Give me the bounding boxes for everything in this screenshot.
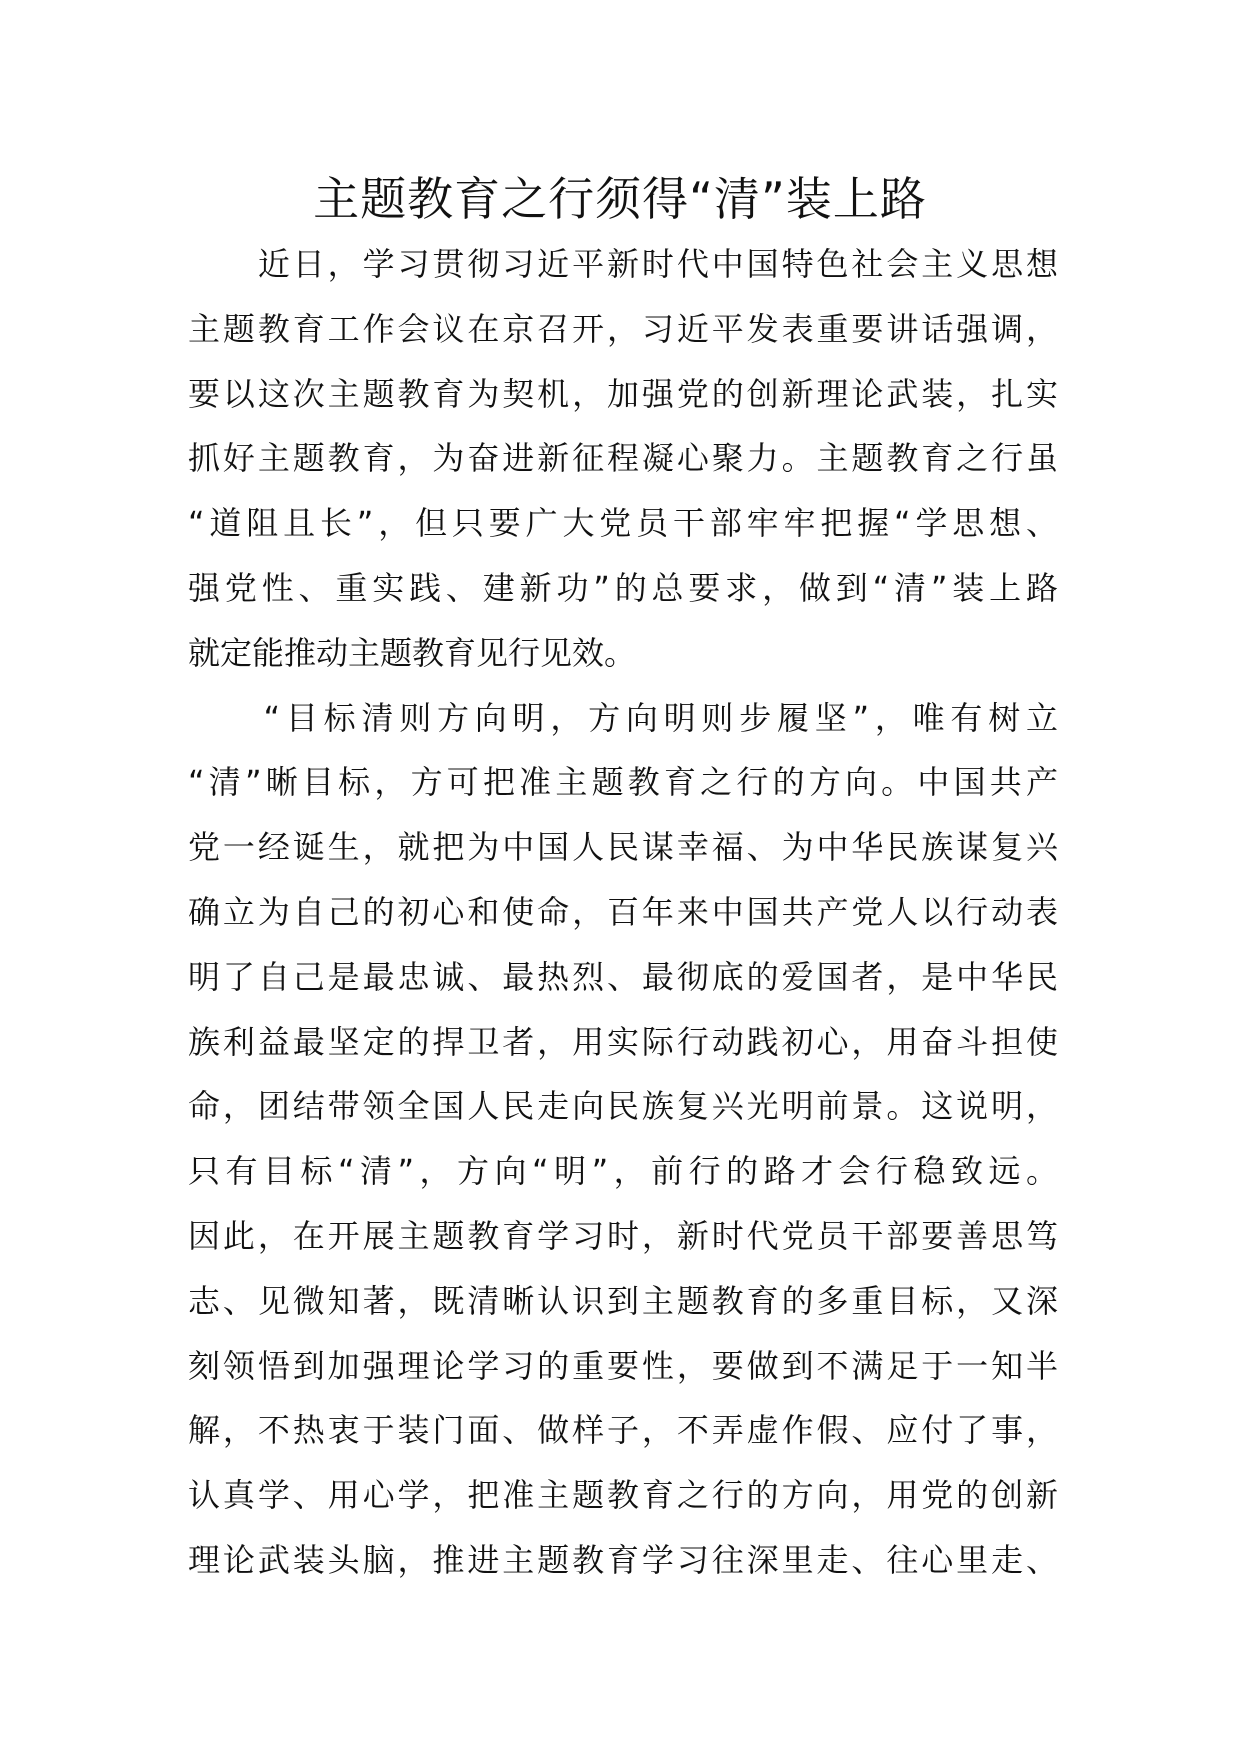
body-line: 要以这次主题教育为契机，加强党的创新理论武装，扎实 [188, 374, 1058, 413]
body-line: 确立为自己的初心和使命，百年来中国共产党人以行动表 [188, 892, 1058, 931]
body-line: 志、见微知著，既清晰认识到主题教育的多重目标，又深 [188, 1281, 1058, 1320]
body-line: 近日，学习贯彻习近平新时代中国特色社会主义思想 [188, 245, 1058, 283]
document-body [188, 232, 1058, 1593]
document-title: 主题教育之行须得“清”装上路 [313, 172, 927, 226]
body-line: 明了自己是最忠诚、最热烈、最彻底的爱国者，是中华民 [188, 957, 1058, 996]
body-line: 解，不热衷于装门面、做样子，不弄虚作假、应付了事， [188, 1411, 1058, 1450]
body-line: “目标清则方向明，方向明则步履坚”，唯有树立 [188, 698, 1058, 737]
body-line: 刻领悟到加强理论学习的重要性，要做到不满足于一知半 [188, 1346, 1058, 1385]
body-line: 抓好主题教育，为奋进新征程凝心聚力。主题教育之行虽 [188, 439, 1058, 478]
body-line: 理论武装头脑，推进主题教育学习往深里走、往心里走、 [188, 1540, 1058, 1579]
body-line: 强党性、重实践、建新功”的总要求，做到“清”装上路 [188, 568, 1058, 607]
body-line: 族利益最坚定的捍卫者，用实际行动践初心，用奋斗担使 [188, 1022, 1058, 1061]
body-line: 命，团结带领全国人民走向民族复兴光明前景。这说明， [188, 1087, 1058, 1126]
body-line: 认真学、用心学，把准主题教育之行的方向，用党的创新 [188, 1476, 1058, 1515]
body-line: “道阻且长”，但只要广大党员干部牢牢把握“学思想、 [188, 504, 1058, 543]
body-line: 主题教育工作会议在京召开，习近平发表重要讲话强调， [188, 309, 1058, 348]
body-line: 党一经诞生，就把为中国人民谋幸福、为中华民族谋复兴 [188, 828, 1058, 867]
body-line: 因此，在开展主题教育学习时，新时代党员干部要善思笃 [188, 1216, 1058, 1255]
body-line: 就定能推动主题教育见行见效。 [188, 633, 637, 672]
body-line: 只有目标“清”，方向“明”，前行的路才会行稳致远。 [188, 1152, 1058, 1191]
body-line: “清”晰目标，方可把准主题教育之行的方向。中国共产 [188, 763, 1058, 802]
